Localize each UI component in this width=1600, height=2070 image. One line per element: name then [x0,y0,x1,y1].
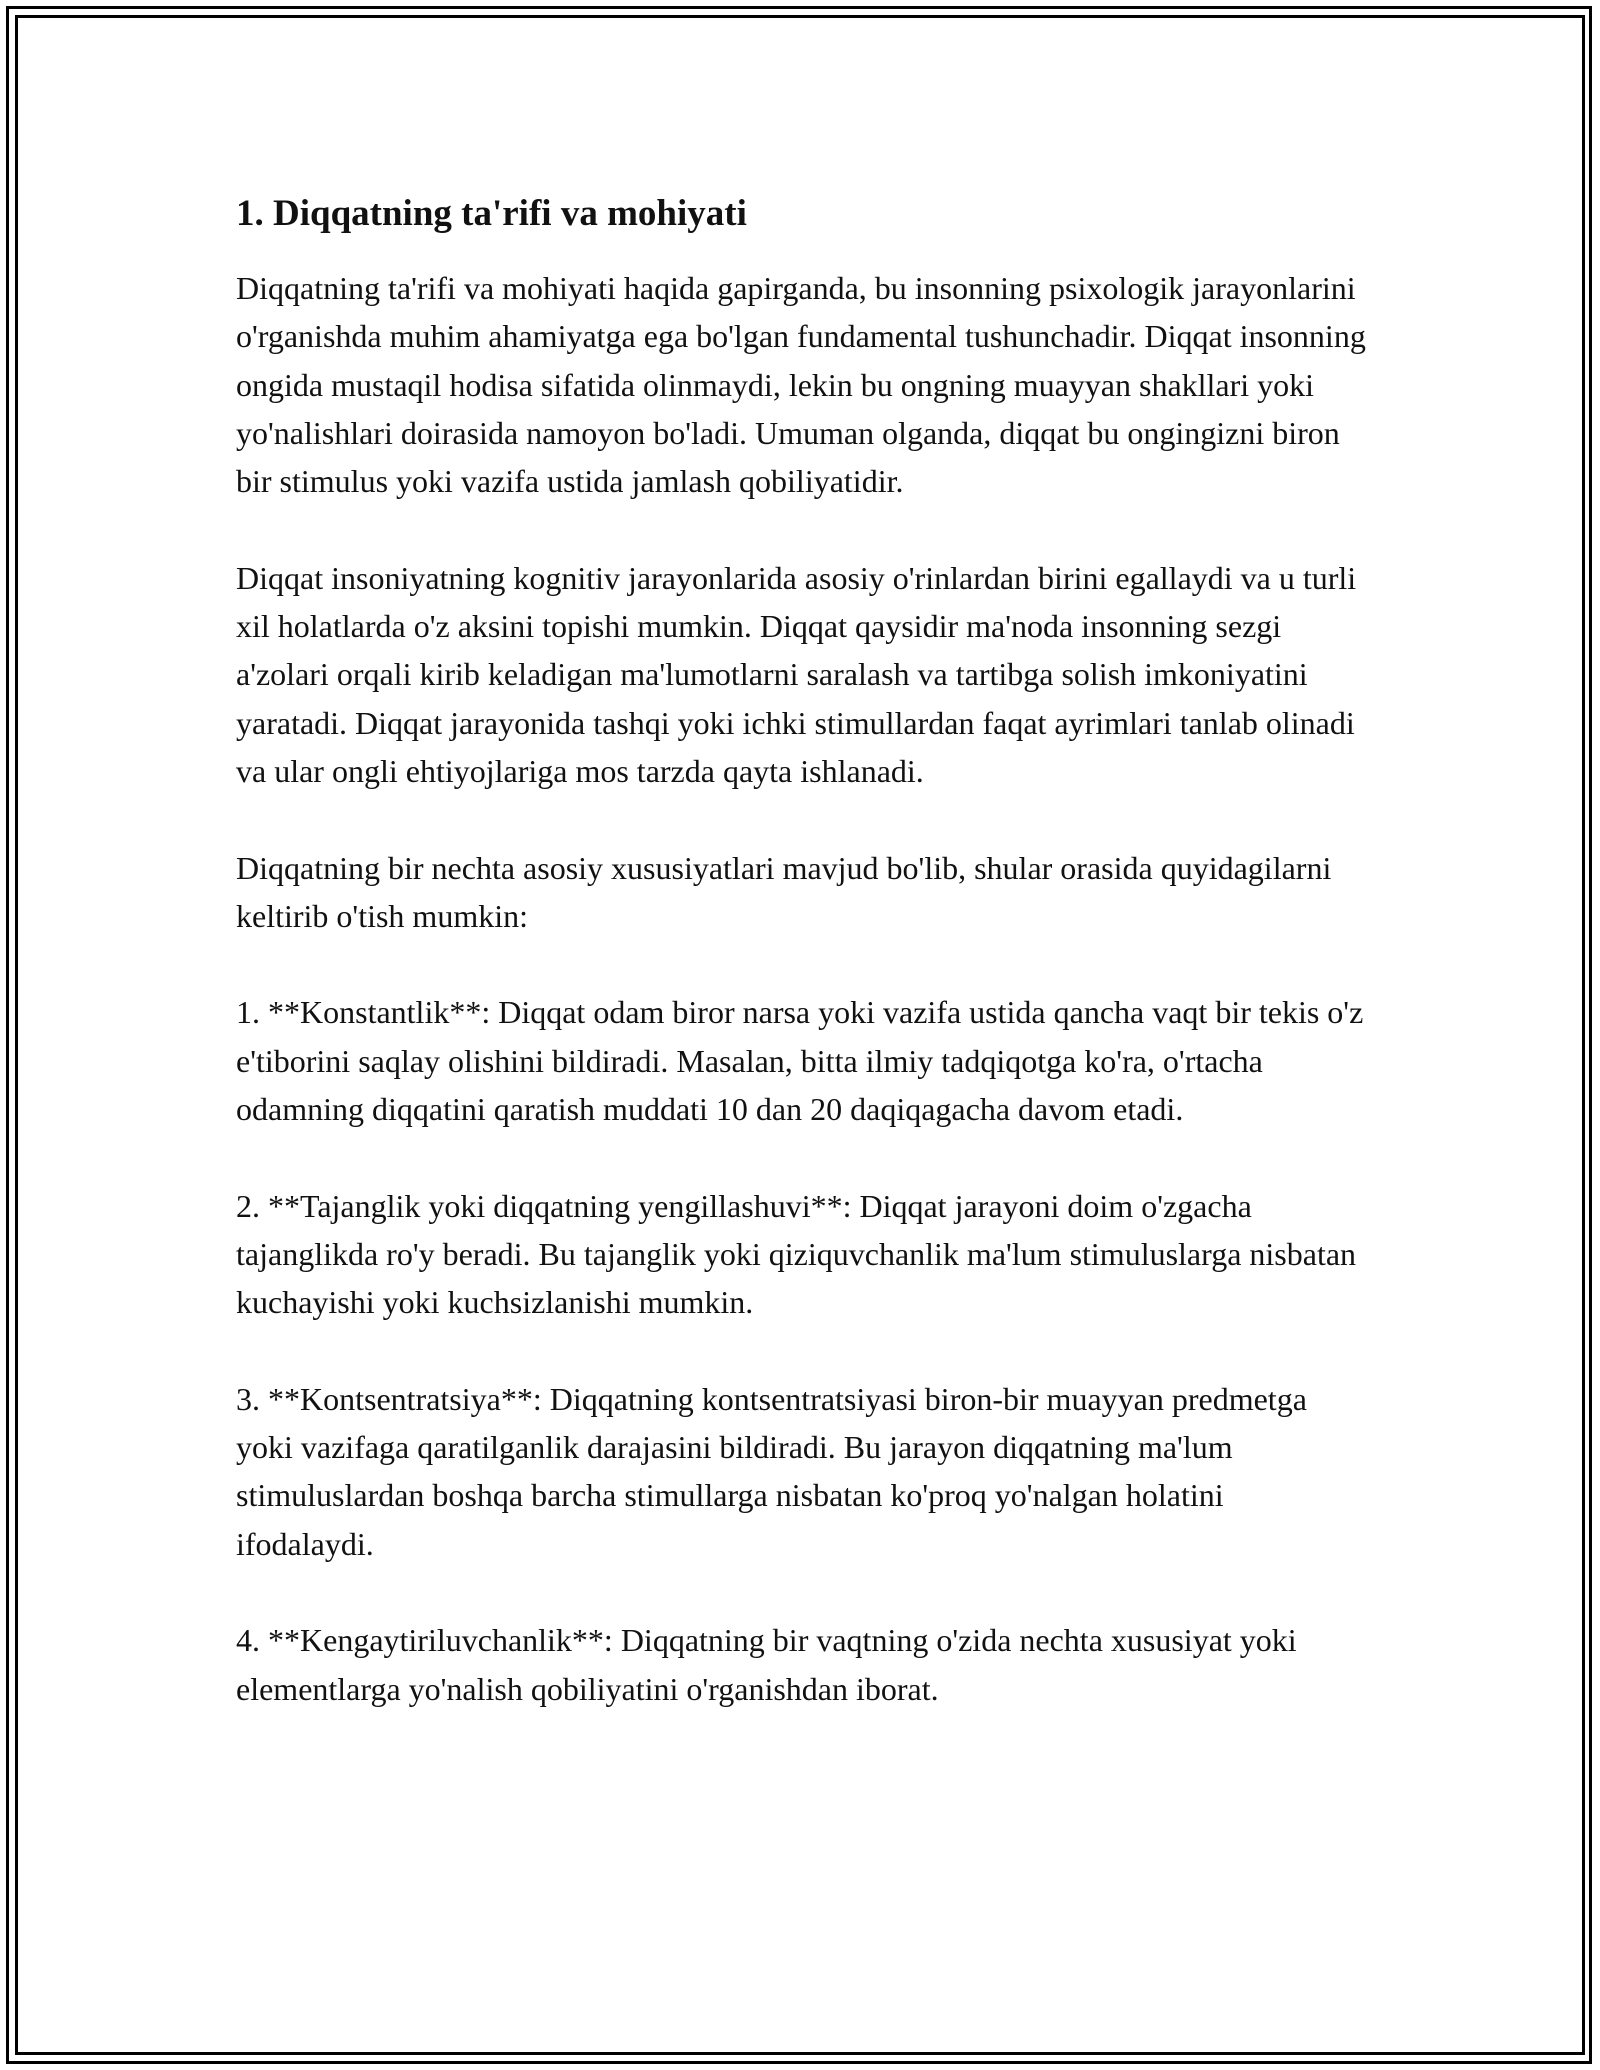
paragraph-intro: Diqqatning ta'rifi va mohiyati haqida gapirganda, bu insonning psixologik jarayonlarini o'rganishda muhim ahamiyatga ega bo'lgan fundamental tushunchadir. Diqqat insonning ongida mustaqil hodisa sifatida olinmaydi, lekin bu ongning muayyan shakllari yoki yo'nalishlari doirasida namoyon bo'ladi. Umuman olganda, diqqat bu ongingizni biron bir stimulus yoki vazifa ustida jamlash qobiliyatidir. [236,270,1366,500]
document-body [236,188,1366,1761]
section-heading: 1. Diqqatning ta'rifi va mohiyati [236,193,747,234]
list-item-konstantlik: 1. **Konstantlik**: Diqqat odam biror narsa yoki vazifa ustida qancha vaqt bir tekis o'z e'tiborini saqlay olishini bildiradi. Masalan, bitta ilmiy tadqiqotga ko'ra, o'rtacha odamning diqqatini qaratish muddati 10 dan 20 daqiqagacha davom etadi. [236,994,1364,1128]
paragraph-cognitive: Diqqat insoniyatning kognitiv jarayonlarida asosiy o'rinlardan birini egallaydi va u turli xil holatlarda o'z aksini topishi mumkin. Diqqat qaysidir ma'noda insonning sezgi a'zolari orqali kirib keladigan ma'lumotlarni saralash va tartibga solish imkoniyatini yaratadi. Diqqat jarayonida tashqi yoki ichki stimullardan faqat ayrimlari tanlab olinadi va ular ongli ehtiyojlariga mos tarzda qayta ishlanadi. [236,559,1357,789]
list-item-tajanglik: 2. **Tajanglik yoki diqqatning yengillashuvi**: Diqqat jarayoni doim o'zgacha tajanglikda ro'y beradi. Bu tajanglik yoki qiziquvchanlik ma'lum stimuluslarga nisbatan kuchayishi yoki kuchsizlanishi mumkin. [236,1187,1357,1321]
list-item-kontsentratsiya: 3. **Kontsentratsiya**: Diqqatning kontsentratsiyasi biron-bir muayyan predmetga yoki vazifaga qaratilganlik darajasini bildiradi. Bu jarayon diqqatning ma'lum stimuluslardan boshqa barcha stimullarga nisbatan ko'proq yo'nalgan holatini ifodalaydi. [236,1380,1307,1562]
paragraph-properties-intro: Diqqatning bir nechta asosiy xususiyatlari mavjud bo'lib, shular orasida quyidagilarni keltirib o'tish mumkin: [236,849,1332,934]
list-item-kengaytiriluvchanlik: 4. **Kengaytiriluvchanlik**: Diqqatning bir vaqtning o'zida nechta xususiyat yoki elementlarga yo'nalish qobiliyatini o'rganishdan iborat. [236,1622,1297,1707]
